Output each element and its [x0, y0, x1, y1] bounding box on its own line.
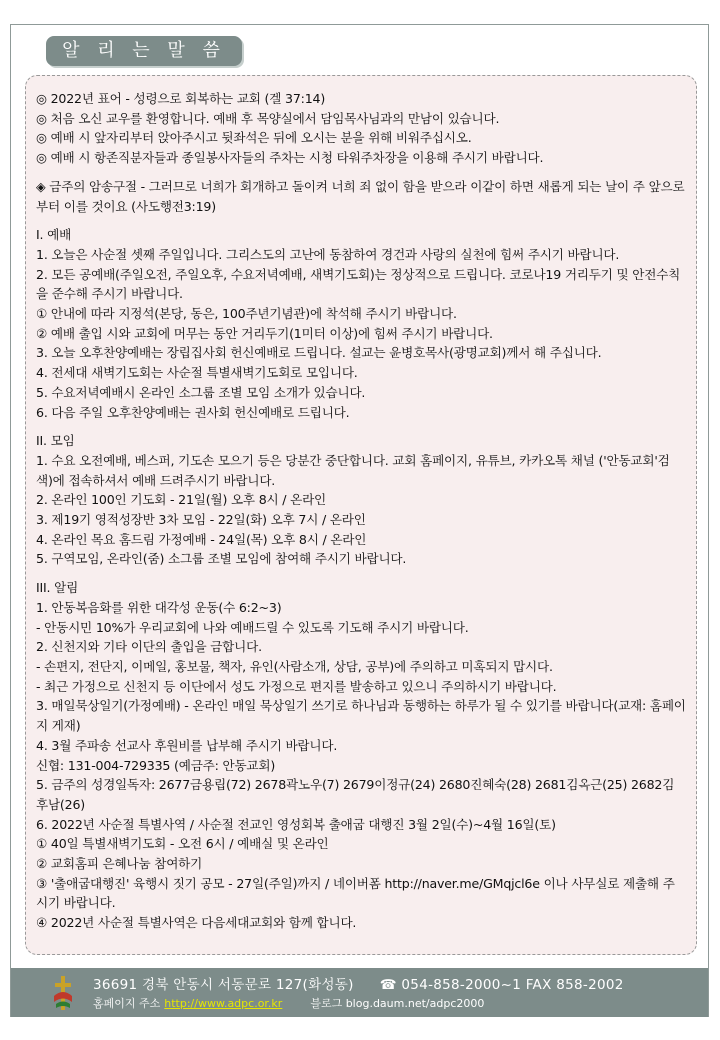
homepage-link[interactable]: http://www.adpc.or.kr: [164, 997, 283, 1010]
meeting-item: 2. 온라인 100인 기도회 - 21일(월) 오후 8시 / 온라인: [36, 492, 327, 508]
church-cross-logo-icon: [53, 976, 73, 1010]
notice-item: 신협: 131-004-729335 (예금주: 안동교회): [36, 757, 276, 773]
section-heading-meetings: II. 모임: [36, 433, 75, 449]
announcements-box: [25, 75, 697, 955]
homepage-label: 홈페이지 주소: [93, 997, 161, 1010]
notice-item: ③ '출애굽대행진' 육행시 짓기 공모 - 27일(주일)까지 / 네이버폼 http://naver.me/GMqjcl6e 이나 사무실로 제출해 주시기 바랍니다.: [36, 875, 675, 911]
worship-item: ① 안내에 따라 지정석(본당, 동은, 100주년기념관)에 착석해 주시기 바랍니다.: [36, 306, 457, 322]
worship-item: 1. 오늘은 사순절 셋째 주일입니다. 그리스도의 고난에 동참하여 경건과 사랑의 실천에 힘써 주시기 바랍니다.: [36, 246, 620, 262]
church-footer: [11, 968, 708, 1017]
meeting-item: 3. 제19기 영적성장반 3차 모임 - 22일(화) 오후 7시 / 온라인: [36, 512, 366, 528]
meeting-item: 1. 수요 오전예배, 베스퍼, 기도손 모으기 등은 당분간 중단합니다. 교회 홈페이지, 유튜브, 카카오톡 채널 ('안동교회'검색)에 접속하셔서 예배 드려주시기 바랍니다.: [36, 452, 670, 488]
section-heading-worship: I. 예배: [36, 227, 72, 243]
church-phone: ☎ 054-858-2000~1 FAX 858-2002: [379, 977, 624, 993]
intro-line: ◎ 예배 시 앞자리부터 앉아주시고 뒷좌석은 뒤에 오시는 분을 위해 비워주십시오.: [36, 130, 472, 146]
notice-item: - 최근 가정으로 신천지 등 이단에서 성도 가정으로 편지를 발송하고 있으니 주의하시기 바랍니다.: [36, 678, 557, 694]
notice-item: 1. 안동복음화를 위한 대각성 운동(수 6:2~3): [36, 599, 282, 615]
church-address: 36691 경북 안동시 서동문로 127(화성동): [93, 977, 354, 993]
notice-item: - 손편지, 전단지, 이메일, 홍보물, 책자, 유인(사람소개, 상담, 공부)에 주의하고 미혹되지 맙시다.: [36, 658, 553, 674]
memory-verse: ◈ 금주의 암송구절 - 그러므로 너희가 회개하고 돌이켜 너희 죄 없이 함을 받으라 이같이 하면 새롭게 되는 날이 주 앞으로부터 이를 것이요 (사도행전3:19): [36, 178, 685, 214]
worship-item: 4. 전세대 새벽기도회는 사순절 특별새벽기도회로 모입니다.: [36, 365, 358, 381]
meeting-item: 4. 온라인 목요 홈드림 가정예배 - 24일(목) 오후 8시 / 온라인: [36, 531, 367, 547]
meeting-item: 5. 구역모임, 온라인(줌) 소그룹 조별 모임에 참여해 주시기 바랍니다.: [36, 551, 407, 567]
notice-item: ① 40일 특별새벽기도회 - 오전 6시 / 예배실 및 온라인: [36, 836, 329, 852]
notice-item: 4. 3월 주파송 선교사 후원비를 납부해 주시기 바랍니다.: [36, 737, 338, 753]
worship-item: 5. 수요저녁예배시 온라인 소그룹 조별 모임 소개가 있습니다.: [36, 384, 366, 400]
notice-item: ④ 2022년 사순절 특별사역은 다음세대교회와 함께 합니다.: [36, 915, 357, 931]
notice-item: 3. 매일묵상일기(가정예배) - 온라인 매일 묵상일기 쓰기로 하나님과 동행하는 하루가 될 수 있기를 바랍니다(교재: 홈페이지 게재): [36, 698, 686, 734]
intro-line: ◎ 예배 시 항존직분자들과 종일봉사자들의 주차는 시청 타워주차장을 이용해 주시기 바랍니다.: [36, 150, 544, 166]
worship-item: 3. 오늘 오후찬양예배는 장립집사회 헌신예배로 드립니다. 설교는 윤병호목사(광명교회)께서 해 주십니다.: [36, 345, 602, 361]
intro-line: ◎ 처음 오신 교우를 환영합니다. 예배 후 목양실에서 담임목사님과의 만남이 있습니다.: [36, 110, 500, 126]
intro-line: ◎ 2022년 표어 - 성령으로 회복하는 교회 (겔 37:14): [36, 91, 326, 106]
worship-item: ② 예배 출입 시와 교회에 머무는 동안 거리두기(1미터 이상)에 힘써 주시기 바랍니다.: [36, 325, 493, 341]
notice-item: 5. 금주의 성경일독자: 2677금용립(72) 2678곽노우(7) 2679이정규(24) 2680진혜숙(28) 2681김옥근(25) 2682김후남(26): [36, 777, 675, 812]
blog-address: 블로그 blog.daum.net/adpc2000: [310, 997, 485, 1010]
section-heading-notices: III. 알림: [36, 580, 79, 596]
notice-item: 2. 신천지와 기타 이단의 출입을 금합니다.: [36, 639, 262, 655]
worship-item: 6. 다음 주일 오후찬양예배는 권사회 헌신예배로 드립니다.: [36, 404, 350, 420]
notice-item: - 안동시민 10%가 우리교회에 나와 예배드릴 수 있도록 기도해 주시기 바랍니다.: [36, 619, 469, 635]
notice-item: 6. 2022년 사순절 특별사역 / 사순절 전교인 영성회복 출애굽 대행진 3월 2일(수)~4월 16일(토): [36, 816, 556, 832]
worship-item: 2. 모든 공예배(주일오전, 주일오후, 수요저녁예배, 새벽기도회)는 정상적으로 드립니다. 코로나19 거리두기 및 안전수칙을 준수해 주시기 바랍니다.: [36, 266, 681, 302]
notice-item: ② 교회홈피 은혜나눔 참여하기: [36, 856, 203, 872]
announcements-title: 알 리 는 말 씀: [46, 36, 242, 66]
